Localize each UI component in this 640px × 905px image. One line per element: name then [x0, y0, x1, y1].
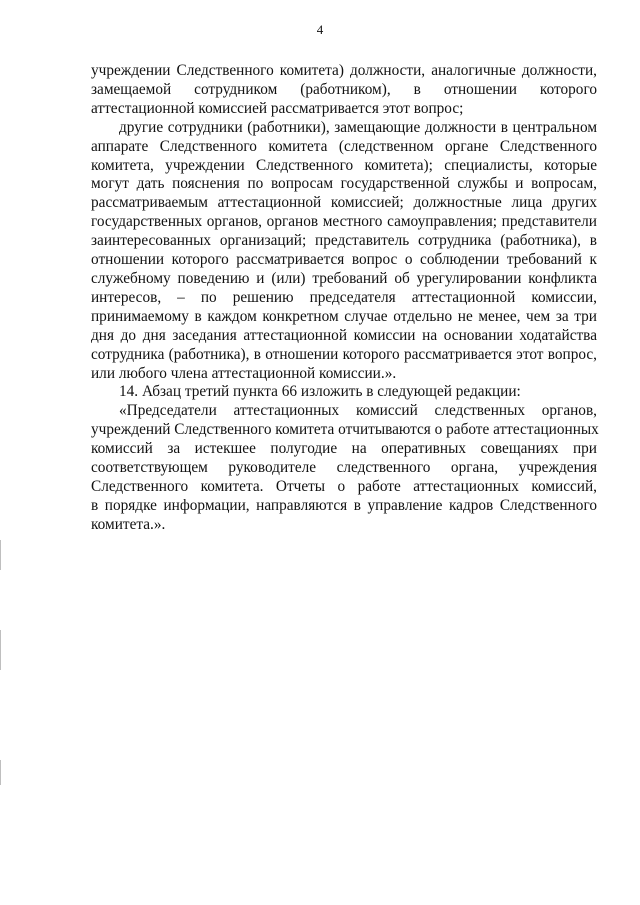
text-line: в порядке информации, направляются в управление кадров Следственного: [91, 496, 597, 514]
paragraph: [91, 402, 597, 534]
text-line: сотрудника (работника), в отношении которого рассматривается этот вопрос,: [91, 345, 597, 363]
text-line: аппарате Следственного комитета (следственном органе Следственного: [91, 137, 597, 155]
text-line: могут дать пояснения по вопросам государственной службы и вопросам,: [91, 175, 597, 193]
text-line: комитета.».: [91, 515, 166, 533]
text-line: Следственного комитета. Отчеты о работе аттестационных комиссий,: [91, 477, 597, 495]
scan-edge-mark: [0, 760, 1, 785]
paragraph: [91, 383, 597, 402]
text-line: интересов, – по решению председателя аттестационной комиссии,: [91, 288, 597, 306]
paragraph: [91, 119, 597, 384]
text-line: принимаемому в каждом конкретном случае отдельно не менее, чем за три: [91, 307, 597, 325]
text-line: государственных органов, органов местного самоуправления; представители: [91, 213, 597, 231]
scan-edge-mark: [0, 540, 1, 570]
text-line: заинтересованных организаций; представитель сотрудника (работника), в: [91, 232, 597, 250]
text-line: 14. Абзац третий пункта 66 изложить в следующей редакции:: [119, 383, 521, 401]
text-line: другие сотрудники (работники), замещающие должности в центральном: [119, 118, 597, 136]
text-line: дня до дня заседания аттестационной комиссии на основании ходатайства: [91, 326, 597, 344]
text-line: соответствующем руководителе следственного органа, учреждения: [91, 459, 597, 477]
text-line: аттестационной комиссией рассматривается этот вопрос;: [91, 99, 464, 117]
page-number: 4: [316, 22, 324, 37]
text-line: отношении которого рассматривается вопрос о соблюдении требований к: [91, 251, 597, 269]
text-line: комитета, учреждении Следственного комитета); специалисты, которые: [91, 156, 597, 174]
document-body: [91, 62, 597, 535]
text-line: рассматриваемым аттестационной комиссией; должностные лица других: [91, 194, 597, 212]
scan-edge-mark: [0, 630, 1, 670]
text-line: комиссий за истекшее полугодие на оперативных совещаниях при: [91, 440, 597, 458]
text-line: замещаемой сотрудником (работником), в отношении которого: [91, 80, 597, 98]
text-line: учреждении Следственного комитета) должности, аналогичные должности,: [91, 62, 597, 79]
text-line: служебному поведению и (или) требований об урегулировании конфликта: [91, 269, 597, 287]
text-line: учреждений Следственного комитета отчитываются о работе аттестационных: [91, 421, 599, 439]
text-line: или любого члена аттестационной комиссии.».: [91, 364, 397, 382]
text-line: «Председатели аттестационных комиссий следственных органов,: [119, 402, 597, 420]
paragraph: [91, 62, 597, 119]
